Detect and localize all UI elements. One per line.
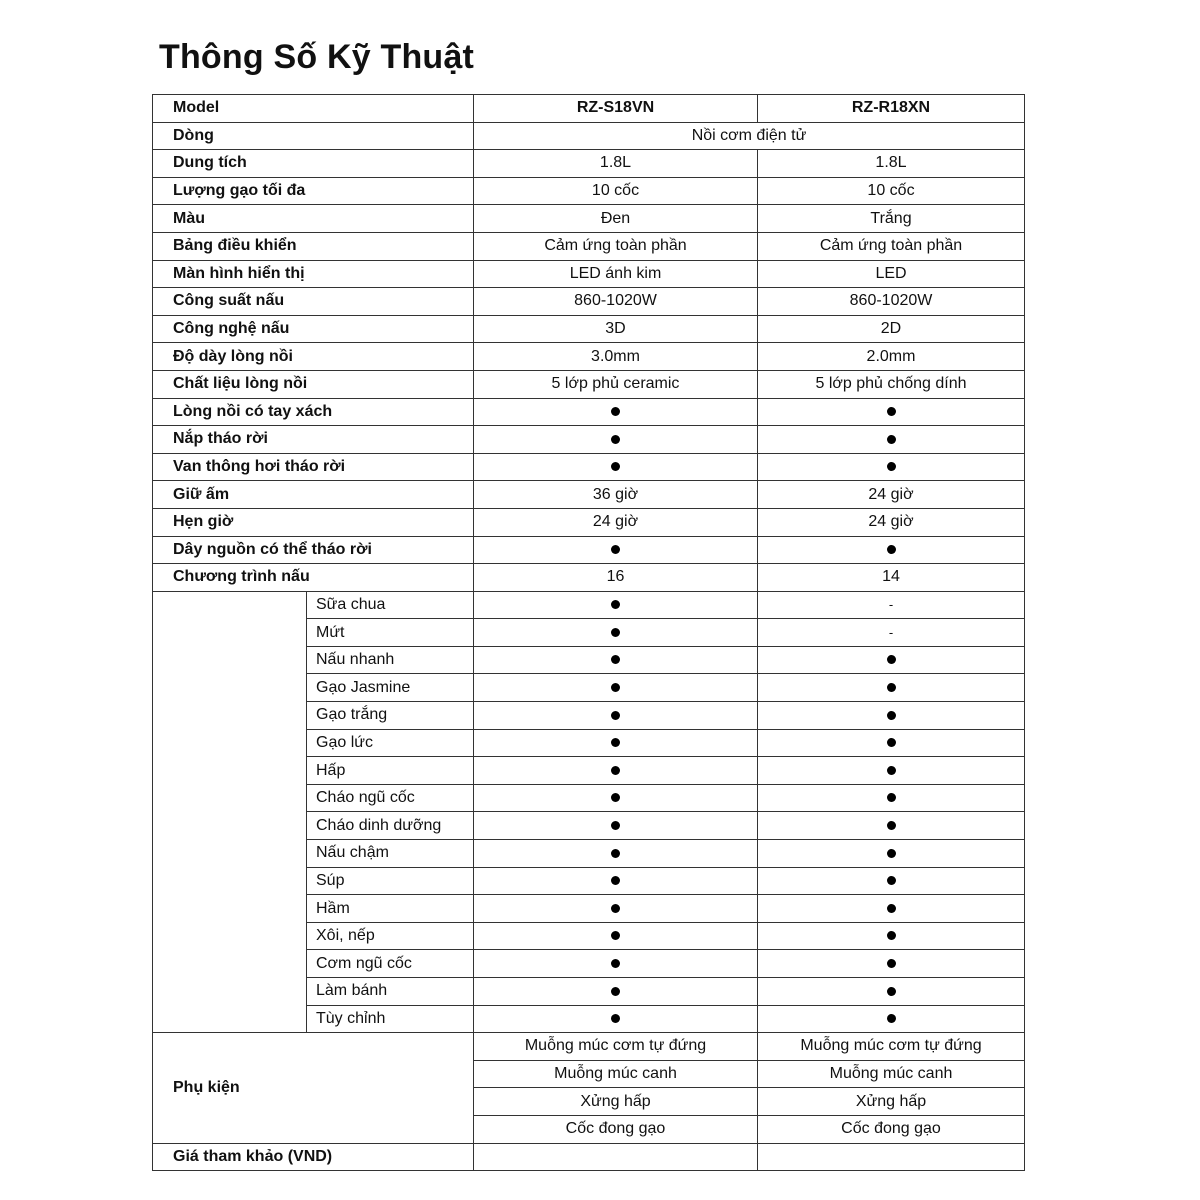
dot-icon [611,462,620,471]
spec-value-col2: 10 cốc [758,177,1025,205]
program-value-col2 [758,978,1025,1006]
spec-value-col1: 10 cốc [474,177,758,205]
dot-icon [611,959,620,968]
program-indent [153,978,307,1006]
program-indent [153,950,307,978]
table-row [153,150,1025,178]
spec-label: Công nghệ nấu [153,315,474,343]
table-row [153,453,1025,481]
spec-value-col2: 5 lớp phủ chống dính [758,370,1025,398]
program-value-col1 [474,978,758,1006]
program-value-col2 [758,950,1025,978]
program-value-col1 [474,895,758,923]
spec-value-col2: 2.0mm [758,343,1025,371]
dot-icon [611,407,620,416]
spec-label: Độ dày lòng nồi [153,343,474,371]
spec-label: Chương trình nấu [153,564,474,592]
program-indent [153,922,307,950]
dot-icon [611,545,620,554]
dot-icon [611,766,620,775]
spec-value-col2: 24 giờ [758,508,1025,536]
program-row [153,591,1025,619]
spec-value-col1: 16 [474,564,758,592]
spec-value-col2 [758,536,1025,564]
program-row [153,867,1025,895]
spec-value-col1: 1.8L [474,150,758,178]
table-row [153,508,1025,536]
program-value-col1 [474,646,758,674]
dot-icon [887,545,896,554]
program-value-col2 [758,922,1025,950]
program-value-col2 [758,674,1025,702]
program-row [153,619,1025,647]
program-indent [153,1005,307,1033]
program-label: Súp [307,867,474,895]
table-row [153,315,1025,343]
dot-icon [887,904,896,913]
program-value-col1 [474,591,758,619]
dot-icon [887,711,896,720]
program-label: Gạo Jasmine [307,674,474,702]
program-label: Hấp [307,757,474,785]
spec-label: Chất liệu lòng nồi [153,370,474,398]
dot-icon [887,987,896,996]
dot-icon [611,793,620,802]
dot-icon [887,849,896,858]
program-row [153,978,1025,1006]
program-value-col2 [758,840,1025,868]
line-row [153,122,1025,150]
program-label: Cháo dinh dưỡng [307,812,474,840]
model-label: Model [153,95,474,123]
dot-icon [611,738,620,747]
spec-value-col1: 36 giờ [474,481,758,509]
spec-label: Lượng gạo tối đa [153,177,474,205]
program-value-col2: - [758,619,1025,647]
spec-value-col2 [758,426,1025,454]
program-value-col1 [474,1005,758,1033]
dot-icon [887,876,896,885]
table-row [153,343,1025,371]
program-value-col1 [474,922,758,950]
accessories-label: Phụ kiện [153,1033,474,1143]
program-row [153,840,1025,868]
program-row [153,702,1025,730]
program-value-col1 [474,757,758,785]
dot-icon [611,711,620,720]
model-col1: RZ-S18VN [474,95,758,123]
accessory-value-col1: Xửng hấp [474,1088,758,1116]
program-row [153,674,1025,702]
program-label: Mứt [307,619,474,647]
spec-label: Lòng nồi có tay xách [153,398,474,426]
spec-value-col2: 2D [758,315,1025,343]
price-label: Giá tham khảo (VND) [153,1143,474,1171]
spec-value-col2: Cảm ứng toàn phần [758,232,1025,260]
spec-label: Van thông hơi tháo rời [153,453,474,481]
accessory-value-col2: Muỗng múc cơm tự đứng [758,1033,1025,1061]
table-header-row [153,95,1025,123]
line-value: Nồi cơm điện tử [474,122,1025,150]
program-row [153,729,1025,757]
program-indent [153,702,307,730]
dot-icon [887,1014,896,1023]
table-row [153,481,1025,509]
program-indent [153,895,307,923]
spec-label: Công suất nấu [153,288,474,316]
dot-icon [887,435,896,444]
dot-icon [611,987,620,996]
program-row [153,922,1025,950]
program-value-col1 [474,702,758,730]
program-label: Tùy chỉnh [307,1005,474,1033]
program-indent [153,619,307,647]
program-value-col2 [758,867,1025,895]
spec-value-col1: 5 lớp phủ ceramic [474,370,758,398]
program-value-col1 [474,619,758,647]
dot-icon [611,931,620,940]
spec-value-col2: 14 [758,564,1025,592]
program-value-col1 [474,674,758,702]
program-value-col1 [474,867,758,895]
dot-icon [887,738,896,747]
spec-value-col2 [758,398,1025,426]
program-label: Nấu nhanh [307,646,474,674]
program-row [153,1005,1025,1033]
spec-label: Dung tích [153,150,474,178]
program-value-col2 [758,812,1025,840]
program-value-col2 [758,1005,1025,1033]
dot-icon [611,600,620,609]
program-value-col2 [758,895,1025,923]
spec-value-col1: LED ánh kim [474,260,758,288]
dot-icon [887,462,896,471]
dot-icon [611,655,620,664]
spec-label: Hẹn giờ [153,508,474,536]
accessory-value-col1: Cốc đong gạo [474,1115,758,1143]
dot-icon [887,683,896,692]
program-value-col1 [474,950,758,978]
price-value-col2 [758,1143,1025,1171]
dot-icon [611,628,620,637]
dot-icon [611,904,620,913]
spec-value-col2 [758,453,1025,481]
program-value-col2 [758,702,1025,730]
spec-value-col2: 860-1020W [758,288,1025,316]
program-value-col1 [474,729,758,757]
program-row [153,646,1025,674]
program-value-col1 [474,840,758,868]
program-label: Hầm [307,895,474,923]
spec-label: Màn hình hiển thị [153,260,474,288]
table-row [153,370,1025,398]
program-value-col1 [474,812,758,840]
table-row [153,177,1025,205]
dot-icon [611,849,620,858]
dot-icon [611,821,620,830]
program-row [153,950,1025,978]
program-label: Gạo trắng [307,702,474,730]
dot-icon [887,766,896,775]
spec-value-col1: Đen [474,205,758,233]
spec-value-col2: 1.8L [758,150,1025,178]
program-indent [153,867,307,895]
accessory-value-col1: Muỗng múc canh [474,1060,758,1088]
spec-value-col1: 3D [474,315,758,343]
spec-value-col1: 3.0mm [474,343,758,371]
table-row [153,398,1025,426]
program-row [153,757,1025,785]
accessory-value-col2: Muỗng múc canh [758,1060,1025,1088]
program-value-col2 [758,784,1025,812]
spec-value-col1: 24 giờ [474,508,758,536]
program-row [153,895,1025,923]
program-value-col2 [758,729,1025,757]
price-value-col1 [474,1143,758,1171]
program-label: Cơm ngũ cốc [307,950,474,978]
dot-icon [611,683,620,692]
spec-table [152,94,1025,1171]
program-indent [153,729,307,757]
table-row [153,564,1025,592]
dot-icon [887,959,896,968]
program-value-col2 [758,757,1025,785]
spec-value-col2: Trắng [758,205,1025,233]
spec-value-col1 [474,453,758,481]
accessory-row [153,1033,1025,1061]
program-indent [153,646,307,674]
spec-value-col1 [474,536,758,564]
accessory-value-col2: Cốc đong gạo [758,1115,1025,1143]
program-row [153,812,1025,840]
spec-value-col1 [474,398,758,426]
program-indent [153,812,307,840]
program-label: Làm bánh [307,978,474,1006]
accessory-value-col2: Xửng hấp [758,1088,1025,1116]
program-label: Nấu chậm [307,840,474,868]
table-row [153,426,1025,454]
program-indent [153,757,307,785]
spec-value-col1: Cảm ứng toàn phần [474,232,758,260]
program-indent [153,591,307,619]
table-row [153,288,1025,316]
table-row [153,205,1025,233]
dot-icon [611,876,620,885]
program-value-col2 [758,646,1025,674]
table-row [153,260,1025,288]
table-row [153,232,1025,260]
dot-icon [887,821,896,830]
program-indent [153,840,307,868]
page-title: Thông Số Kỹ Thuật [159,38,475,76]
program-indent [153,784,307,812]
program-label: Gạo lức [307,729,474,757]
spec-value-col2: 24 giờ [758,481,1025,509]
program-row [153,784,1025,812]
table-row [153,536,1025,564]
dot-icon [887,931,896,940]
accessory-value-col1: Muỗng múc cơm tự đứng [474,1033,758,1061]
program-value-col1 [474,784,758,812]
program-label: Sữa chua [307,591,474,619]
program-value-col2: - [758,591,1025,619]
spec-label: Nắp tháo rời [153,426,474,454]
spec-label: Bảng điều khiển [153,232,474,260]
dot-icon [887,655,896,664]
model-col2: RZ-R18XN [758,95,1025,123]
dot-icon [887,793,896,802]
spec-label: Màu [153,205,474,233]
line-label: Dòng [153,122,474,150]
program-label: Cháo ngũ cốc [307,784,474,812]
price-row [153,1143,1025,1171]
spec-value-col1: 860-1020W [474,288,758,316]
spec-value-col1 [474,426,758,454]
spec-value-col2: LED [758,260,1025,288]
program-label: Xôi, nếp [307,922,474,950]
dot-icon [611,435,620,444]
spec-label: Dây nguồn có thể tháo rời [153,536,474,564]
dot-icon [887,407,896,416]
program-indent [153,674,307,702]
spec-label: Giữ ấm [153,481,474,509]
dot-icon [611,1014,620,1023]
